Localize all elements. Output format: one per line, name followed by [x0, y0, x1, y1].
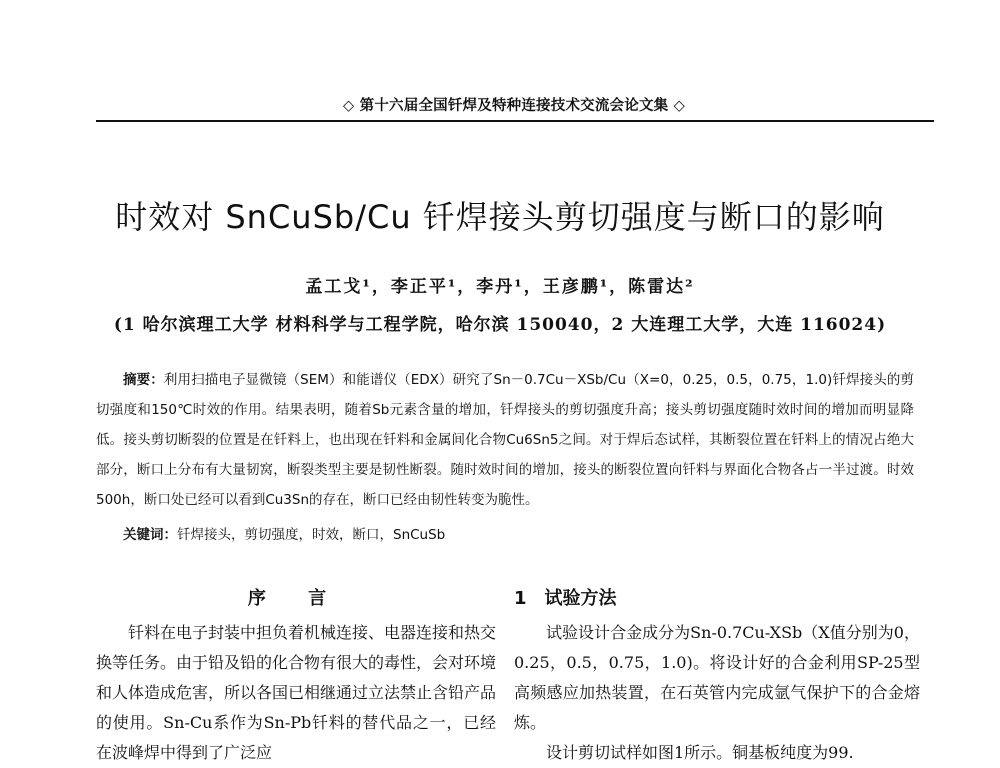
method-paragraph-1: 试验设计合金成分为Sn-0.7Cu-XSb（X值分别为0，0.25，0.5，0.75，1.0)。将设计好的合金利用SP-25型高频感应加热装置，在石英管内完成氩气保护下的合金熔炼。	[514, 623, 920, 732]
header-rule	[96, 120, 934, 122]
keywords-label: 关键词：	[123, 527, 177, 543]
keywords	[96, 520, 914, 550]
abstract	[96, 365, 914, 515]
author-list: 孟工戈¹，李正平¹，李丹¹，王彦鹏¹，陈雷达²	[305, 277, 695, 297]
right-column-body	[514, 618, 920, 768]
abstract-label: 摘要：	[123, 372, 164, 388]
preface-paragraph: 钎料在电子封装中担负着机械连接、电器连接和热交换等任务。由于铅及铅的化合物有很大的毒性，会对环境和人体造成危害，所以各国已相继通过立法禁止含铅产品的使用。Sn-Cu系作为Sn-Pb钎料的替代品之一，已经在波峰焊中得到了广泛应	[96, 623, 497, 762]
keywords-text: 钎焊接头，剪切强度，时效，断口，SnCuSb	[177, 527, 446, 543]
abstract-text: 利用扫描电子显微镜（SEM）和能谱仪（EDX）研究了Sn－0.7Cu－XSb/Cu（X=0，0.25，0.5，0.75，1.0)钎焊接头的剪切强度和150℃时效的作用。结果表明，随着Sb元素含量的增加，钎焊接头的剪切强度升高；接头剪切强度随时效时间的增加而明显降低。接头剪切断裂的位置是在钎料上，也出现在钎料和金属间化合物Cu6Sn5之间。对于焊后态试样，其断裂位置在钎料上的情况占绝大部分，断口上分布有大量韧窝，断裂类型主要是韧性断裂。随时效时间的增加，接头的断裂位置向钎料与界面化合物各占一半过渡。时效500h，断口处已经可以看到Cu3Sn的存在，断口已经由韧性转变为脆性。	[96, 372, 914, 508]
section-heading-method: 1 试验方法	[514, 588, 617, 609]
left-column-body	[96, 618, 496, 768]
section-heading-preface: 序 言	[247, 588, 345, 609]
paper-title: 时效对 SnCuSb/Cu 钎焊接头剪切强度与断口的影响	[115, 198, 885, 236]
affiliation: (1 哈尔滨理工大学 材料科学与工程学院，哈尔滨 150040，2 大连理工大学，大连 116024)	[113, 315, 887, 335]
running-head: ◇ 第十六届全国钎焊及特种连接技术交流会论文集 ◇	[343, 98, 685, 114]
method-paragraph-2: 设计剪切试样如图1所示。铜基板纯度为99.	[546, 743, 854, 762]
